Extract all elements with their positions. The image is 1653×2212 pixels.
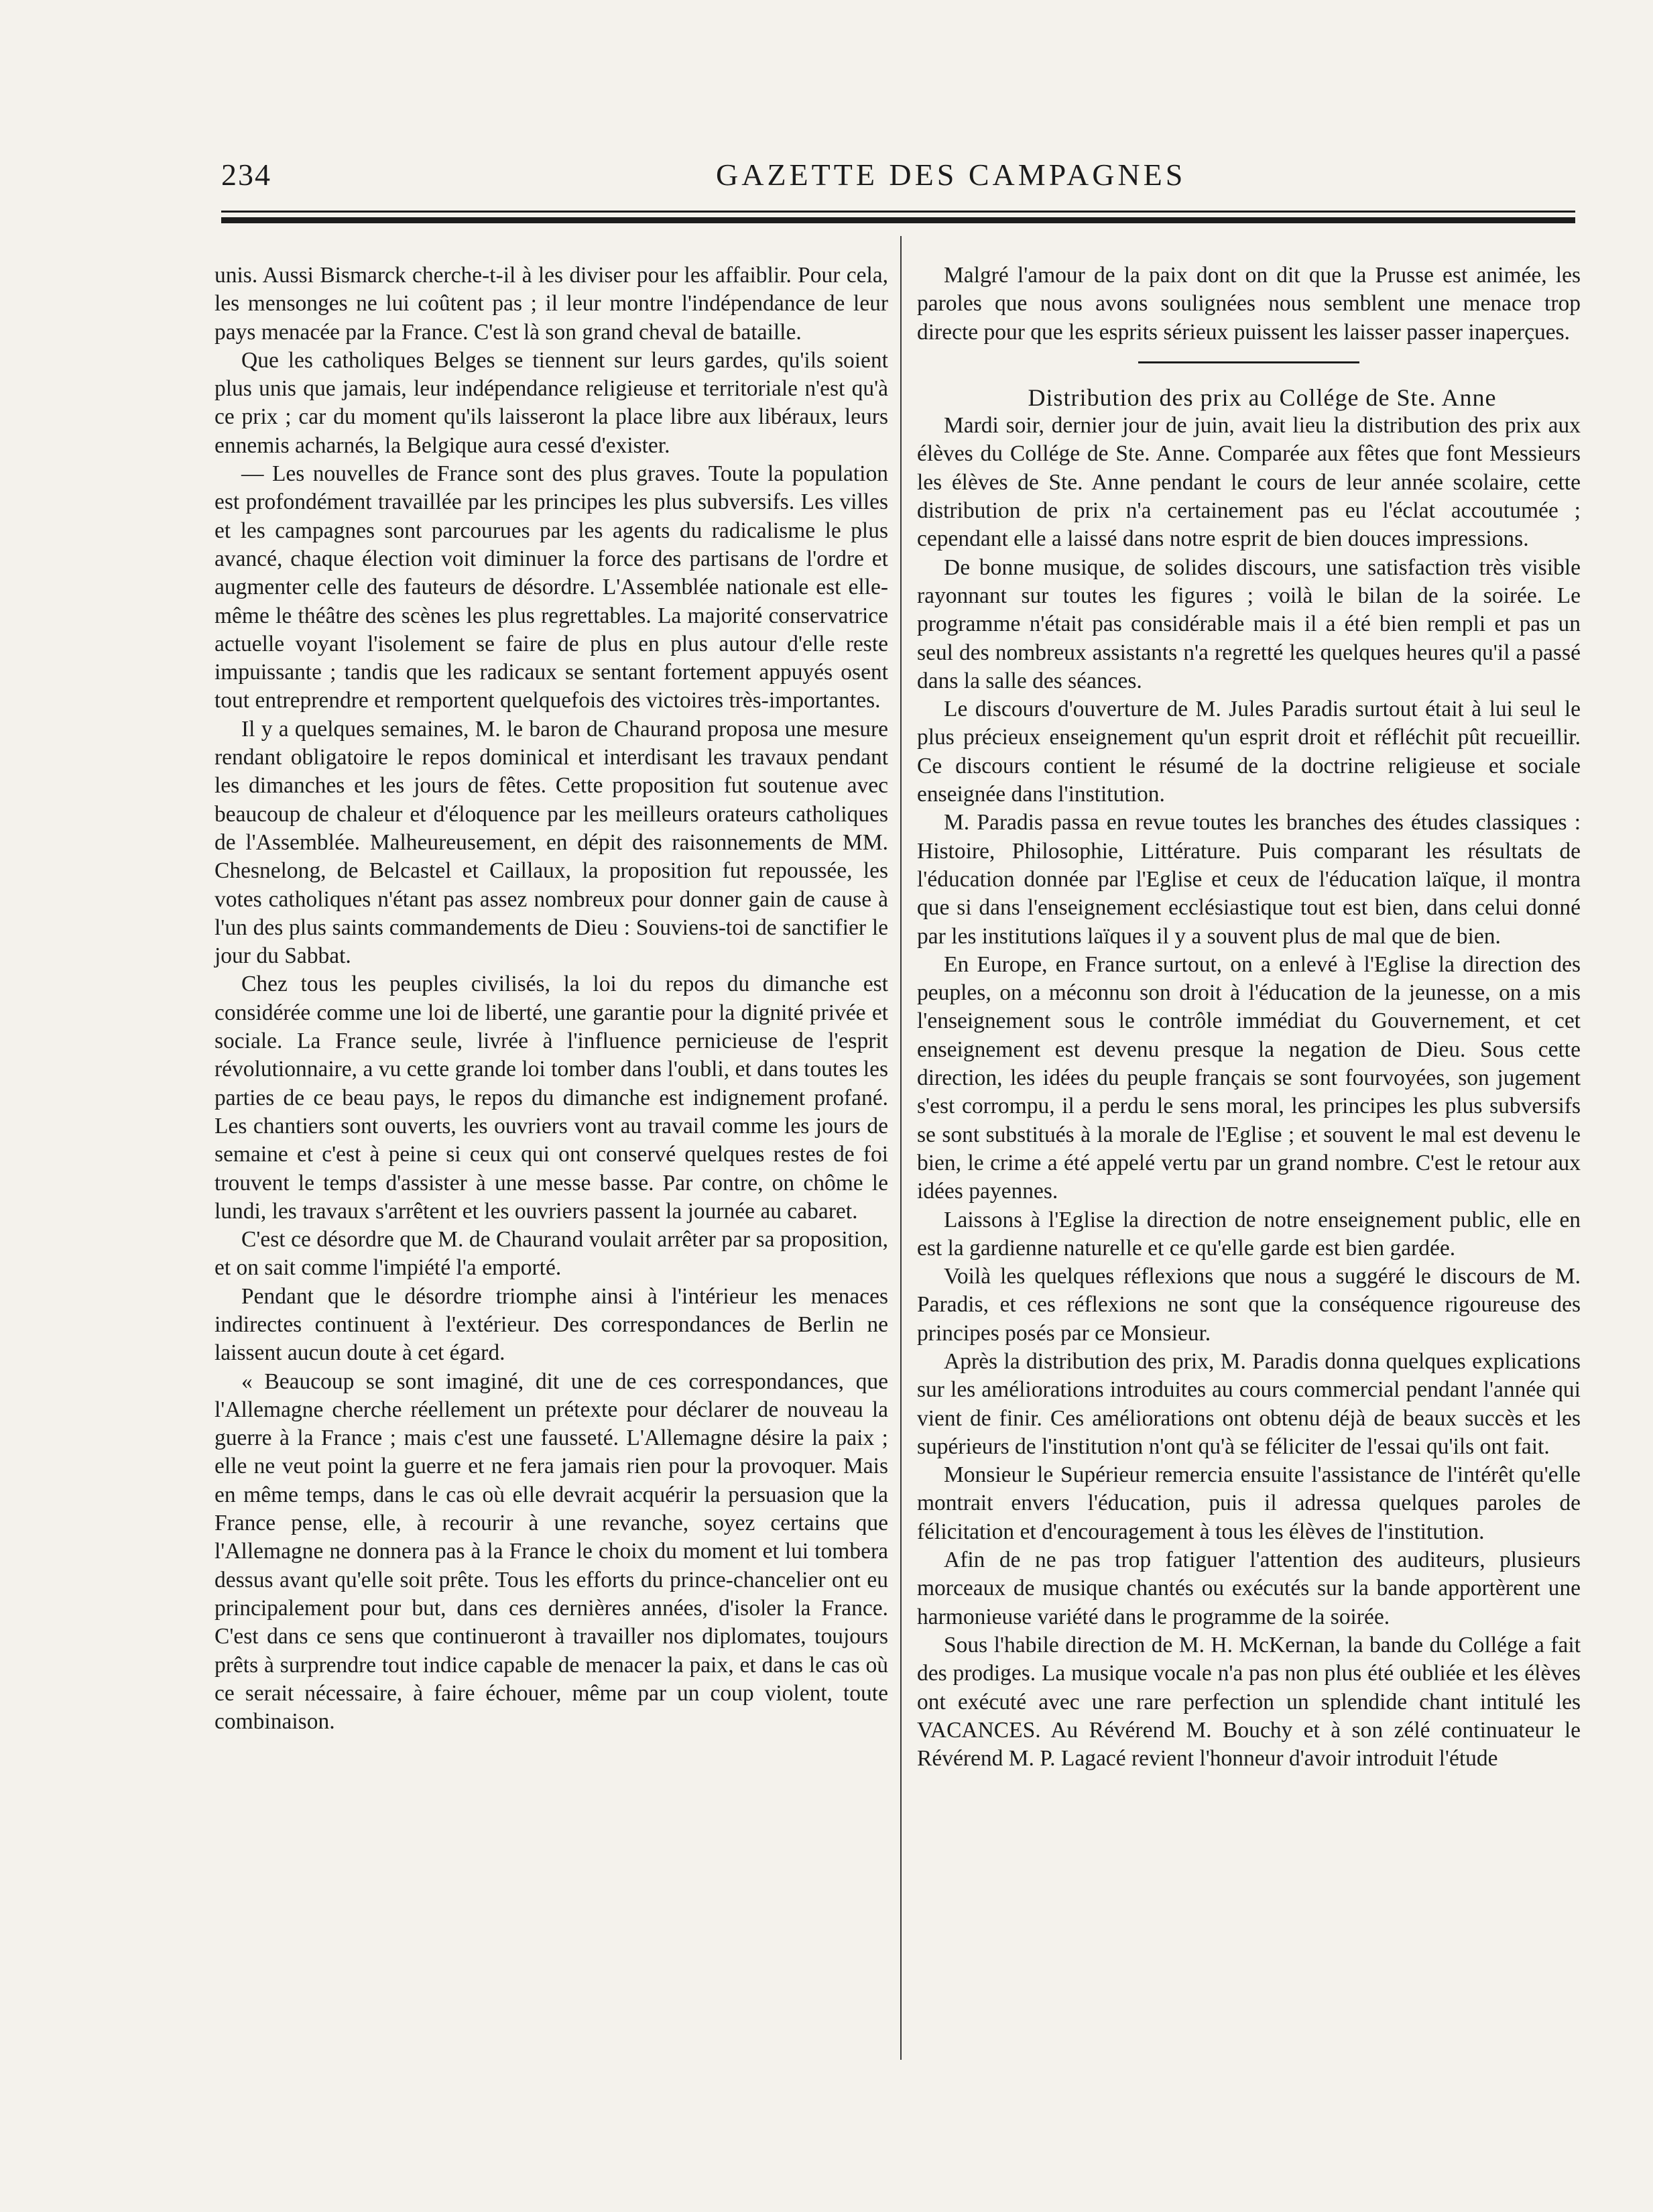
paragraph: C'est ce désordre que M. de Chaurand voulait arrêter par sa proposition, et on sait comme l'impiété l'a emporté.	[215, 1227, 888, 1281]
paragraph: Sous l'habile direction de M. H. McKernan, la bande du Collége a fait des prodiges. La musique vocale n'a pas non plus été oubliée et les élèves ont exécuté avec une rare perfection un splendide chant intitulé les VACANCES. Au Révérend M. Bouchy et à son zélé continuateur le Révérend M. P. Lagacé revient l'honneur d'avoir introduit l'étude	[917, 1632, 1581, 1771]
header-rule-thick	[221, 217, 1575, 223]
page-header	[221, 153, 1562, 200]
header-rule-thin	[221, 211, 1575, 213]
page-number: 234	[221, 158, 271, 192]
paragraph: Chez tous les peuples civilisés, la loi du repos du dimanche est considérée comme une loi de liberté, une garantie pour la dignité privée et sociale. La France seule, livrée à l'influence pernicieuse de l'esprit révolutionnaire, a vu cette grande loi tomber dans l'oubli, et dans toutes les parties de ce beau pays, le repos du dimanche est indignement profané. Les chantiers sont ouverts, les ouvriers vont au travail comme les jours de semaine et c'est à peine si ceux qui ont conservé quelques restes de foi trouvent le temps d'assister à une messe basse. Par contre, on chôme le lundi, les travaux s'arrêtent et les ouvriers passent la journée au cabaret.	[215, 972, 888, 1224]
paragraph: Pendant que le désordre triomphe ainsi à l'intérieur les menaces indirectes continuent à l'extérieur. Des correspondances de Berlin ne laissent aucun doute à cet égard.	[215, 1283, 888, 1366]
paragraph: « Beaucoup se sont imaginé, dit une de ces correspondances, que l'Allemagne cherche réellement un prétexte pour déclarer de nouveau la guerre à la France ; mais c'est une fausseté. L'Allemagne désire la paix ; elle ne veut point la guerre et ne fera jamais rien pour la provoquer. Mais en même temps, dans le cas où elle devrait acquérir la persuasion que la France pense, elle, à recourir à une revanche, soyez certains que l'Allemagne ne donnera pas à la France le choix du moment et lui tombera dessus avant qu'elle soit prête. Tous les efforts du prince-chancelier ont eu principalement pour but, dans ces dernières années, d'isoler la France. C'est dans ce sens que continueront à travailler nos diplomates, toujours prêts à surprendre tout indice capable de menacer la paix, et dans le cas où ce serait nécessaire, à faire échouer, même par un coup violent, toute combinaison.	[215, 1369, 888, 1735]
right-column	[917, 261, 1581, 1773]
column-divider	[900, 236, 902, 2060]
paragraph: M. Paradis passa en revue toutes les branches des études classiques : Histoire, Philosophie, Littérature. Puis comparant les résultats de l'éducation donnée par l'Eglise et ceux de l'éducation laïque, il montra que si dans l'enseignement ecclésiastique tout est bien, dans celui donné par les institutions laïques il y a souvent plus de mal que de bien.	[917, 810, 1581, 949]
publication-title: GAZETTE DES CAMPAGNES	[716, 158, 1186, 192]
paragraph: De bonne musique, de solides discours, une satisfaction très visible rayonnant sur toutes les figures ; voilà le bilan de la soirée. Le programme n'était pas considérable mais il a été bien rempli et pas un seul des nombreux assistants n'a regretté les quelques heures qu'il a passé dans la salle des séances.	[917, 555, 1581, 693]
paragraph: unis. Aussi Bismarck cherche-t-il à les diviser pour les affaiblir. Pour cela, les mensonges ne lui coûtent pas ; il leur montre l'indépendance de leur pays menacée par la France. C'est là son grand cheval de bataille.	[215, 263, 888, 345]
paragraph: — Les nouvelles de France sont des plus graves. Toute la population est profondément travaillée par les principes les plus subversifs. Les villes et les campagnes sont parcourues par les agents du radicalisme le plus avancé, chaque élection voit diminuer la force des partisans de l'ordre et augmenter celle des fauteurs de désordre. L'Assemblée nationale est elle-même le théâtre des scènes les plus regrettables. La majorité conservatrice actuelle voyant l'isolement se faire de plus en plus autour d'elle reste impuissante ; tandis que les radicaux se sentant fortement appuyés osent tout entreprendre et remportent quelquefois des victoires très-importantes.	[215, 461, 888, 713]
paragraph: Il y a quelques semaines, M. le baron de Chaurand proposa une mesure rendant obligatoire le repos dominical et interdisant les travaux pendant les dimanches et les jours de fêtes. Cette proposition fut soutenue avec beaucoup de chaleur et d'éloquence par les meilleurs orateurs catholiques de l'Assemblée. Malheureusement, en dépit des raisonnements de MM. Chesnelong, de Belcastel et Caillaux, la proposition fut repoussée, les votes catholiques n'étant pas assez nombreux pour donner gain de cause à l'un des plus saints commandements de Dieu : Souviens-toi de sanctifier le jour du Sabbat.	[215, 716, 888, 969]
paragraph: Mardi soir, dernier jour de juin, avait lieu la distribution des prix aux élèves du Collége de Ste. Anne. Comparée aux fêtes que font Messieurs les élèves de Ste. Anne pendant le cours de leur année scolaire, cette distribution de prix n'a certainement pas eu l'éclat accoutumée ; cependant elle a laissé dans notre esprit de bien douces impressions.	[917, 413, 1581, 552]
paragraph: Monsieur le Supérieur remercia ensuite l'assistance de l'intérêt qu'elle montrait envers l'éducation, puis il adressa quelques paroles de félicitation et d'encouragement à tous les élèves de l'institution.	[917, 1462, 1581, 1544]
paragraph: Que les catholiques Belges se tiennent sur leurs gardes, qu'ils soient plus unis que jamais, leur indépendance religieuse et territoriale n'est qu'à ce prix ; car du moment qu'ils laisseront la place libre aux libéraux, leurs ennemis acharnés, la Belgique aura cessé d'exister.	[215, 347, 888, 458]
section-separator	[1138, 361, 1359, 363]
paragraph: Laissons à l'Eglise la direction de notre enseignement public, elle en est la gardienne naturelle et ce qu'elle garde est bien gardée.	[917, 1207, 1581, 1261]
section-heading: Distribution des prix au Collége de Ste. Anne	[1028, 384, 1497, 411]
left-column	[215, 261, 888, 1736]
paragraph: Afin de ne pas trop fatiguer l'attention des auditeurs, plusieurs morceaux de musique chantés ou exécutés sur la bande apportèrent une harmonieuse variété dans le programme de la soirée.	[917, 1548, 1581, 1629]
paragraph: Malgré l'amour de la paix dont on dit que la Prusse est animée, les paroles que nous avons soulignées nous semblent une menace trop directe pour que les esprits sérieux puissent les laisser passer inaperçues.	[917, 263, 1581, 345]
paragraph: Le discours d'ouverture de M. Jules Paradis surtout était à lui seul le plus précieux enseignement qu'un esprit droit et réfléchit pût recueillir. Ce discours contient le résumé de la doctrine religieuse et sociale enseignée dans l'institution.	[917, 697, 1581, 807]
paragraph: Voilà les quelques réflexions que nous a suggéré le discours de M. Paradis, et ces réflexions ne sont que la conséquence rigoureuse des principes posés par ce Monsieur.	[917, 1264, 1581, 1346]
paragraph: Après la distribution des prix, M. Paradis donna quelques explications sur les améliorations introduites au cours commercial pendant l'année qui vient de finir. Ces améliorations ont obtenu déjà de beaux succès et les supérieurs de l'institution n'ont qu'à se féliciter de l'essai qu'ils ont fait.	[917, 1348, 1581, 1459]
paragraph: En Europe, en France surtout, on a enlevé à l'Eglise la direction des peuples, on a méconnu son droit à l'éducation de la jeunesse, on a mis l'enseignement sous le contrôle immédiat du Gouvernement, et cet enseignement est devenu presque la negation de Dieu. Sous cette direction, les idées du peuple français se sont fourvoyées, son jugement s'est corrompu, il a perdu le sens moral, les principes les plus subversifs se sont substitués à la morale de l'Eglise ; et souvent le mal est devenu le bien, le crime a été appelé vertu par un grand nombre. C'est le retour aux idées payennes.	[917, 951, 1581, 1204]
